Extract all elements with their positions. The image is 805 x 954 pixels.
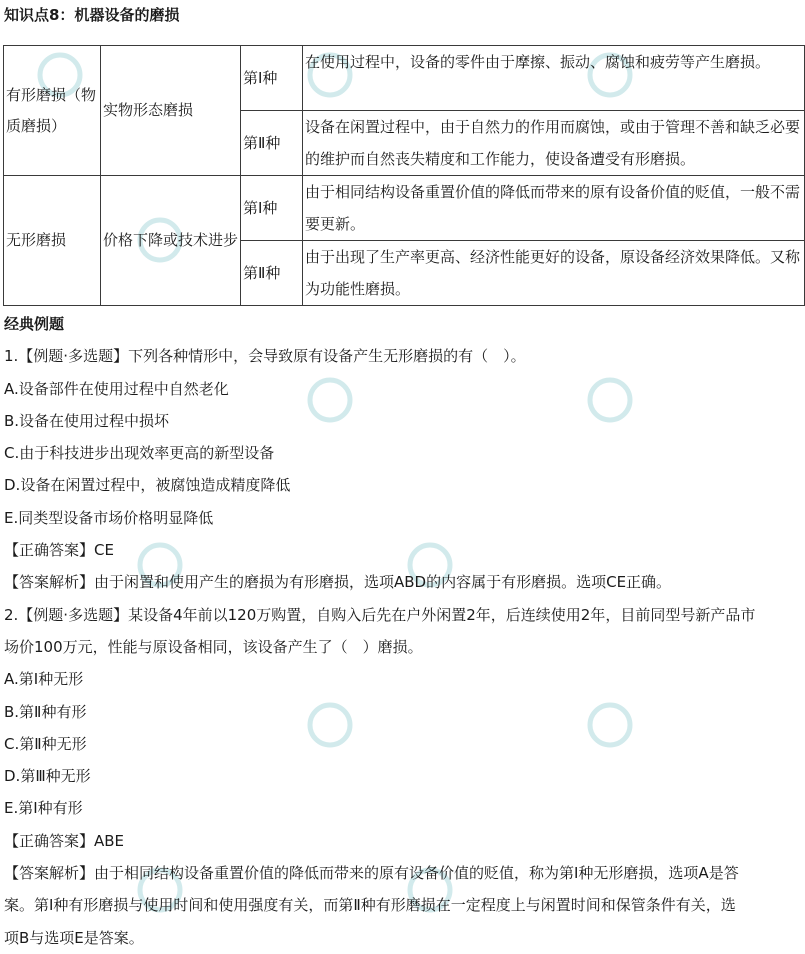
cause-cell: 价格下降或技术进步 <box>101 176 241 306</box>
section-title: 知识点8：机器设备的磨损 <box>4 6 180 24</box>
cause-cell: 实物形态磨损 <box>101 46 241 176</box>
description-cell: 由于出现了生产率更高、经济性能更好的设备，原设备经济效果降低。又称为功能性磨损。 <box>303 241 805 306</box>
question-2-stem-line-1: 2.【例题·多选题】某设备4年前以120万购置，自购入后先在户外闲置2年，后连续使用2年，目前同型号新产品市 <box>4 605 756 624</box>
question-2-option: C.第Ⅱ种无形 <box>4 734 87 753</box>
question-2-analysis-line-1: 【答案解析】由于相同结构设备重置价值的降低而带来的原有设备价值的贬值，称为第Ⅰ种无形磨损，选项A是答 <box>4 864 739 883</box>
question-2-answer: 【正确答案】ABE <box>4 831 125 850</box>
subtype-cell: 第Ⅰ种 <box>241 46 303 111</box>
question-2-option: E.第Ⅰ种有形 <box>4 799 83 818</box>
question-1-answer: 【正确答案】CE <box>4 541 114 560</box>
wear-table <box>3 45 805 306</box>
question-2-analysis-line-2: 案。第Ⅰ种有形磨损与使用时间和使用强度有关，而第Ⅱ种有形磨损在一定程度上与闲置时间和保管条件有关，选 <box>4 896 736 915</box>
examples-heading: 经典例题 <box>4 315 65 333</box>
question-1-stem: 1.【例题·多选题】下列各种情形中，会导致原有设备产生无形磨损的有（ ）。 <box>4 347 526 366</box>
subtype-cell: 第Ⅰ种 <box>241 176 303 241</box>
subtype-cell: 第Ⅱ种 <box>241 111 303 176</box>
subtype-cell: 第Ⅱ种 <box>241 241 303 306</box>
category-cell: 有形磨损（物质磨损） <box>4 46 101 176</box>
question-2-option: D.第Ⅲ种无形 <box>4 767 91 786</box>
question-1-option: D.设备在闲置过程中，被腐蚀造成精度降低 <box>4 476 291 495</box>
table-row <box>4 46 805 111</box>
examples-section <box>4 308 804 954</box>
table-row <box>4 176 805 241</box>
question-1-option: B.设备在使用过程中损坏 <box>4 411 170 430</box>
question-1-analysis: 【答案解析】由于闲置和使用产生的磨损为有形磨损，选项ABD的内容属于有形磨损。选项CE正确。 <box>4 573 672 592</box>
question-2-option: B.第Ⅱ种有形 <box>4 702 87 721</box>
description-cell: 在使用过程中，设备的零件由于摩擦、振动、腐蚀和疲劳等产生磨损。 <box>303 46 805 111</box>
category-cell: 无形磨损 <box>4 176 101 306</box>
description-cell: 设备在闲置过程中，由于自然力的作用而腐蚀，或由于管理不善和缺乏必要的维护而自然丧失精度和工作能力，使设备遭受有形磨损。 <box>303 111 805 176</box>
question-2-analysis-line-3: 项B与选项E是答案。 <box>4 928 144 947</box>
question-1-option: E.同类型设备市场价格明显降低 <box>4 508 214 527</box>
question-1-option: A.设备部件在使用过程中自然老化 <box>4 379 229 398</box>
description-cell: 由于相同结构设备重置价值的降低而带来的原有设备价值的贬值，一般不需要更新。 <box>303 176 805 241</box>
question-2-stem-line-2: 场价100万元，性能与原设备相同，该设备产生了（ ）磨损。 <box>4 637 423 656</box>
question-2-option: A.第Ⅰ种无形 <box>4 670 84 689</box>
question-1-option: C.由于科技进步出现效率更高的新型设备 <box>4 444 275 463</box>
